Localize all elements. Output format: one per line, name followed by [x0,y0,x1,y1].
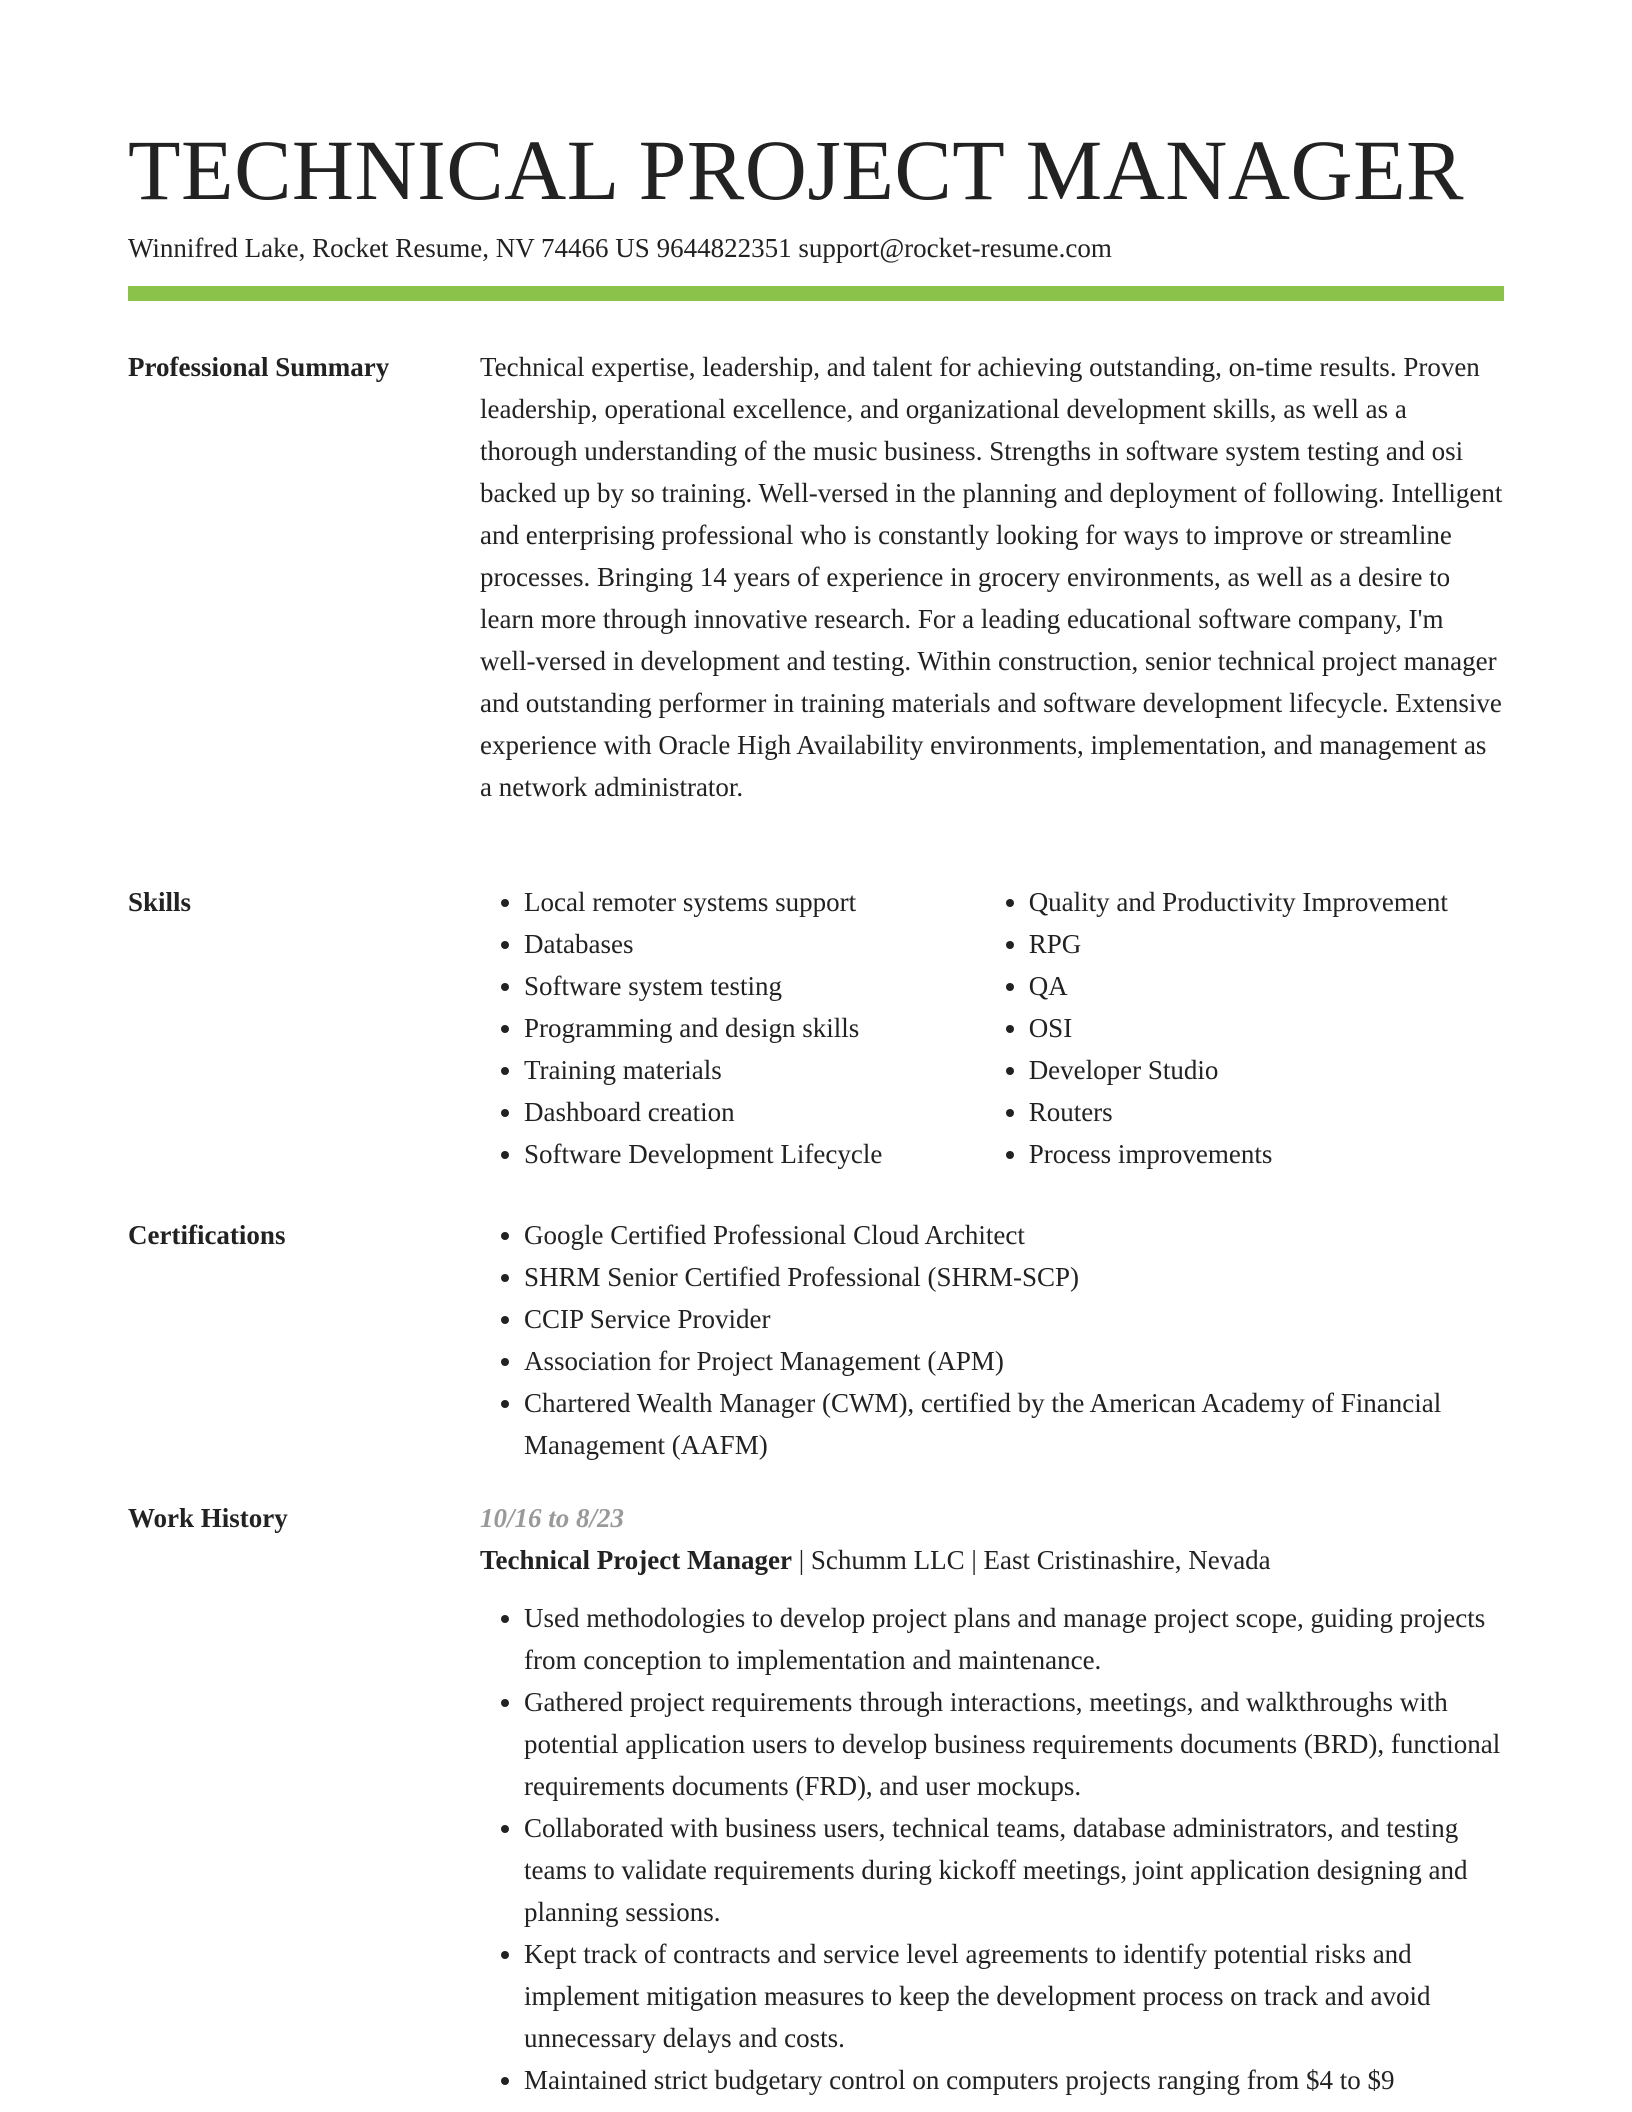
header-divider [128,286,1504,301]
summary-body [480,346,1504,808]
job-details: | Schumm LLC | East Cristinashire, Nevada [791,1545,1271,1575]
contact-info: Winnifred Lake, Rocket Resume, NV 74466 US 9644822351 support@rocket-resume.com [128,233,1112,263]
skill-item: • Routers [1029,1091,1504,1133]
job-bullet: • Collaborated with business users, technical teams, database administrators, and testing teams to validate requirements during kickoff meetings, joint application designing and planning sessions. [524,1807,1504,1933]
resume-title: TECHNICAL PROJECT MANAGER [128,122,1465,218]
certification-item: • SHRM Senior Certified Professional (SHRM-SCP) [524,1256,1504,1298]
job-bullet: • Kept track of contracts and service level agreements to identify potential risks and implement mitigation measures to keep the development process on track and avoid unnecessary delays and costs. [524,1933,1504,2059]
certifications-body [480,1214,1504,1466]
skills-label: Skills [128,887,192,917]
skill-item: • Software system testing [524,965,985,1007]
work-history-body [480,1497,1504,2101]
job-entry [480,1497,1504,2101]
certification-item: • Google Certified Professional Cloud Architect [524,1214,1504,1256]
certifications-list [480,1214,1504,1466]
job-bullet: • Used methodologies to develop project plans and manage project scope, guiding projects from conception to implementation and maintenance. [524,1597,1504,1681]
summary-text: Technical expertise, leadership, and talent for achieving outstanding, on-time results. Proven leadership, operational excellence, and organizational development skills, as well as a thorough understanding of the music business. Strengths in software system testing and osi backed up by so training. Well-versed in the planning and deployment of following. Intelligent and enterprising professional who is constantly looking for ways to improve or streamline processes. Bringing 14 years of experience in grocery environments, as well as a desire to learn more through innovative research. For a leading educational software company, I'm well-versed in development and testing. Within construction, senior technical project manager and outstanding performer in training materials and software development lifecycle. Extensive experience with Oracle High Availability environments, implementation, and management as a network administrator. [480,352,1503,802]
summary-label: Professional Summary [128,352,390,382]
certification-item: • CCIP Service Provider [524,1298,1504,1340]
certifications-label: Certifications [128,1220,286,1250]
skills-list-left [480,881,985,1175]
skill-item: • QA [1029,965,1504,1007]
job-heading [480,1539,1504,1581]
skill-item: • OSI [1029,1007,1504,1049]
skill-item: • Local remoter systems support [524,881,985,923]
job-bullets [480,1597,1504,2101]
skill-item: • RPG [1029,923,1504,965]
skills-grid [480,881,1504,1175]
skill-item: • Developer Studio [1029,1049,1504,1091]
job-dates: 10/16 to 8/23 [480,1503,625,1533]
certification-item: • Association for Project Management (APM) [524,1340,1504,1382]
skills-body [480,881,1504,1175]
skill-item: • Quality and Productivity Improvement [1029,881,1504,923]
job-title: Technical Project Manager [480,1545,792,1575]
skill-item: • Software Development Lifecycle [524,1133,985,1175]
job-bullet: • Gathered project requirements through interactions, meetings, and walkthroughs with potential application users to develop business requirements documents (BRD), functional requirements documents (FRD), and user mockups. [524,1681,1504,1807]
skill-item: • Process improvements [1029,1133,1504,1175]
skill-item: • Databases [524,923,985,965]
certification-item: • Chartered Wealth Manager (CWM), certified by the American Academy of Financial Management (AAFM) [524,1382,1504,1466]
work-history-label: Work History [128,1503,288,1533]
job-bullet: • Maintained strict budgetary control on computers projects ranging from $4 to $9 [524,2059,1504,2101]
skill-item: • Training materials [524,1049,985,1091]
skills-list-right [985,881,1504,1175]
skill-item: • Programming and design skills [524,1007,985,1049]
skill-item: • Dashboard creation [524,1091,985,1133]
